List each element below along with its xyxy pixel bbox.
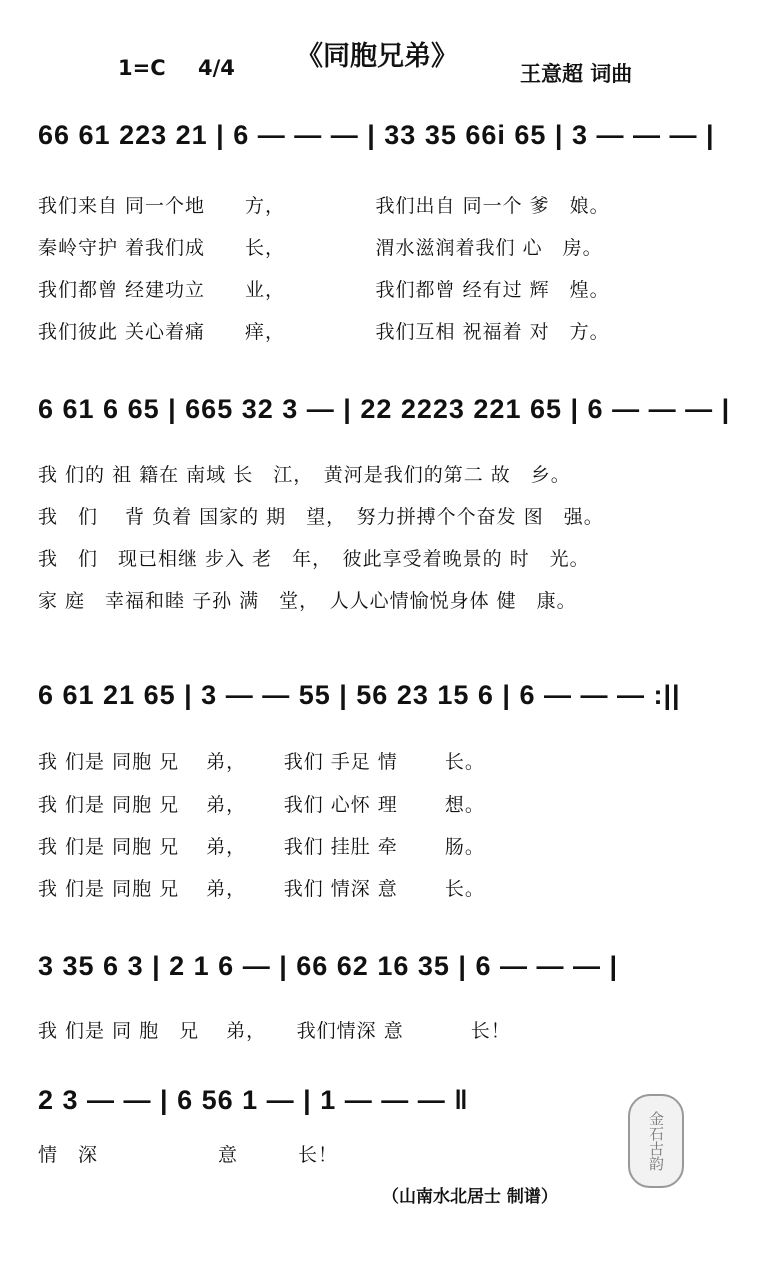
lyric-line: 我 们是 同胞 兄 弟， 我们 情深 意 长。	[38, 878, 485, 900]
notation-line-4: 3 35 6 3 | 2 1 6 — | 66 62 16 35 | 6 — — — |	[38, 951, 619, 981]
lyric-line: 我 们是 同胞 兄 弟， 我们 手足 情 长。	[38, 751, 485, 773]
lyric-line: 我 们是 同 胞 兄 弟， 我们情深 意 长！	[38, 1020, 511, 1042]
key-signature: 1=C	[118, 56, 166, 80]
lyric-line: 情 深 意 长！	[38, 1144, 339, 1166]
lyric-line: 我们彼此 关心着痛 痒， 我们互相 祝福着 对 方。	[38, 321, 610, 343]
notation-line-5: 2 3 — — | 6 56 1 — | 1 — — — ‖	[38, 1085, 469, 1115]
seal-stamp	[628, 1094, 684, 1188]
lyric-line: 我们都曾 经建功立 业， 我们都曾 经有过 辉 煌。	[38, 279, 610, 301]
time-signature: 4/4	[198, 56, 235, 80]
song-title: 《同胞兄弟》	[296, 41, 458, 72]
lyric-line: 我 们的 祖 籍在 南域 长 江， 黄河是我们的第二 故 乡。	[38, 464, 571, 486]
seal-text: 金石古韵	[647, 1111, 665, 1171]
lyric-line: 我 们 现已相继 步入 老 年， 彼此享受着晚景的 时 光。	[38, 548, 590, 570]
lyric-line: 我 们是 同胞 兄 弟， 我们 挂肚 牵 肠。	[38, 836, 485, 858]
lyric-line: 我 们 背 负着 国家的 期 望， 努力拼搏个个奋发 图 强。	[38, 506, 604, 528]
lyric-line: 家 庭 幸福和睦 子孙 满 堂， 人人心情愉悦身体 健 康。	[38, 590, 577, 612]
notation-line-2: 6 61 6 65 | 665 32 3 — | 22 2223 221 65 | 6 — — — |	[38, 394, 731, 424]
composer-credit: 王意超 词曲	[520, 62, 633, 86]
lyric-line: 秦岭守护 着我们成 长， 渭水滋润着我们 心 房。	[38, 237, 603, 259]
notation-line-3: 6 61 21 65 | 3 — — 55 | 56 23 15 6 | 6 — — — :||	[38, 680, 681, 710]
lyric-line: 我 们是 同胞 兄 弟， 我们 心怀 理 想。	[38, 794, 485, 816]
notation-line-1: 66 61 223 21 | 6 — — — | 33 35 66i 65 | 3 — — — |	[38, 120, 715, 150]
transcriber-credit: （山南水北居士 制谱）	[382, 1187, 558, 1207]
lyric-line: 我们来自 同一个地 方， 我们出自 同一个 爹 娘。	[38, 195, 610, 217]
